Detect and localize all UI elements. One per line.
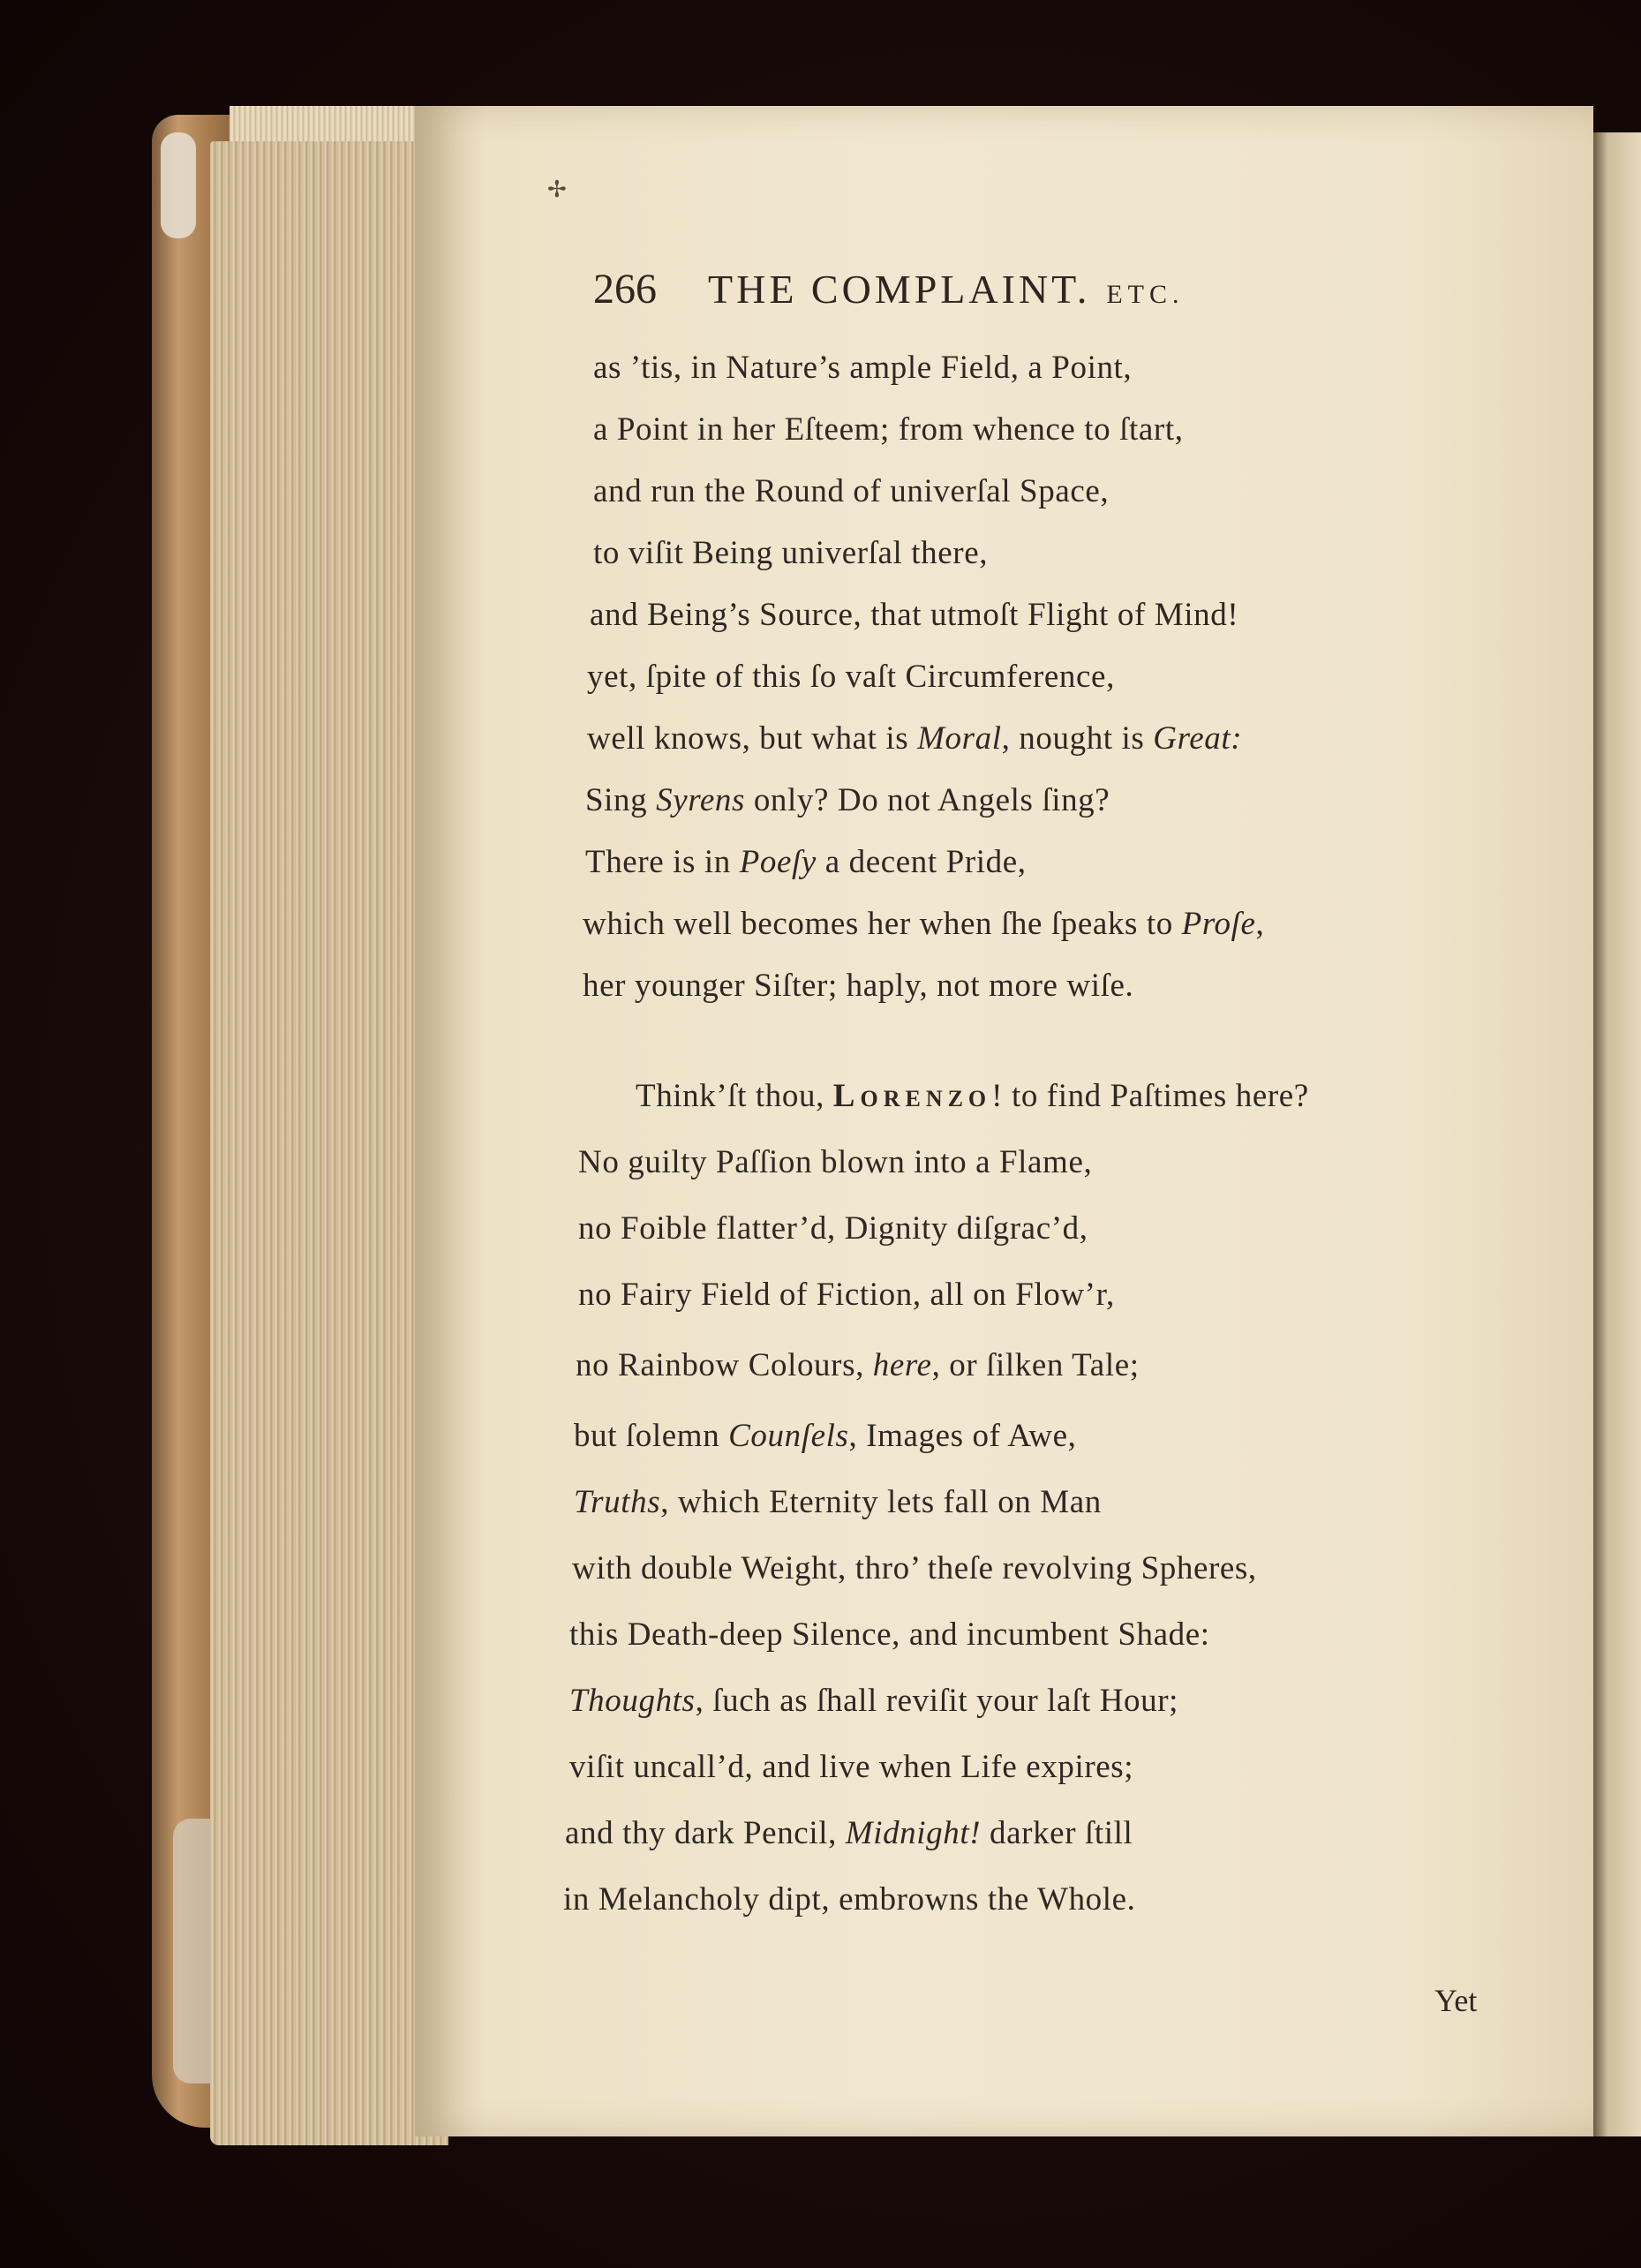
ornament-mark: ✢ <box>547 177 567 202</box>
verse-line <box>583 905 1264 943</box>
text-segment: which well becomes her when ſhe ſpeaks to <box>583 906 1182 942</box>
text-segment: , ſuch as ſhall reviſit your laſt Hour; <box>695 1683 1179 1719</box>
verse-line <box>563 1880 1136 1918</box>
text-segment: a decent Pride, <box>816 844 1027 880</box>
text-segment: , which Eternity lets fall on Man <box>660 1484 1102 1520</box>
verse-line <box>572 1549 1257 1587</box>
italic-text: Proſe <box>1181 906 1256 942</box>
verse-line <box>569 1748 1133 1786</box>
verse-line <box>569 1682 1178 1720</box>
text-segment: viſit uncall’d, and live when Life expires; <box>569 1749 1134 1785</box>
text-segment: her younger Siſter; haply, not more wiſe. <box>583 968 1134 1004</box>
verse-line <box>565 1814 1133 1852</box>
text-segment: darker ſtill <box>981 1815 1133 1851</box>
italic-text: Midnight! <box>845 1815 982 1851</box>
text-segment: yet, ſpite of this ſo vaſt Circumference, <box>587 659 1115 695</box>
text-segment: , <box>1255 906 1265 942</box>
spine-wear <box>161 132 196 238</box>
verse-line <box>578 1276 1115 1314</box>
text-segment: and run the Round of univerſal Space, <box>593 473 1110 509</box>
page-edges <box>210 141 448 2145</box>
text-segment: well knows, but what is <box>587 720 918 757</box>
italic-text: Truths <box>574 1484 661 1520</box>
italic-text: Syrens <box>656 782 745 818</box>
verse-line <box>593 411 1184 448</box>
verse-line <box>574 1417 1076 1455</box>
facing-page-edge <box>1593 132 1641 2136</box>
verse-line <box>585 781 1110 819</box>
text-segment: with double Weight, thro’ theſe revolving Spheres, <box>572 1550 1257 1586</box>
verse-line <box>587 720 1242 757</box>
verse-line <box>593 349 1132 387</box>
text-segment: no Foible flatter’d, Dignity diſgrac’d, <box>578 1210 1088 1247</box>
text-segment: Sing <box>585 782 657 818</box>
text-segment: in Melancholy dipt, embrowns the Whole. <box>563 1881 1136 1918</box>
text-segment: to viſit Being univerſal there, <box>593 535 989 571</box>
text-segment: , or ſilken Tale; <box>931 1347 1140 1383</box>
italic-text: Moral <box>917 720 1002 757</box>
catchword: Yet <box>1434 1983 1478 2018</box>
running-title-etc: ETC. <box>1106 280 1185 309</box>
text-segment: and thy dark Pencil, <box>565 1815 846 1851</box>
small-caps-name: Lorenzo <box>832 1078 992 1114</box>
verse-line <box>576 1346 1140 1384</box>
verse-line <box>636 1077 1309 1115</box>
text-segment: but ſolemn <box>574 1418 729 1454</box>
text-segment: and Being’s Source, that utmoſt Flight of Mind! <box>590 597 1239 633</box>
text-segment: this Death-deep Silence, and incumbent Shade: <box>569 1616 1210 1653</box>
italic-text: Poeſy <box>739 844 817 880</box>
text-segment: no Fairy Field of Fiction, all on Flow’r, <box>578 1277 1115 1313</box>
verse-line <box>587 658 1115 696</box>
text-segment: No guilty Paſſion blown into a Flame, <box>578 1144 1093 1180</box>
verse-line <box>593 534 988 572</box>
text-segment: Think’ſt thou, <box>636 1078 833 1114</box>
running-head <box>593 265 1388 335</box>
verse-line <box>583 967 1133 1005</box>
verse-line <box>585 843 1027 881</box>
italic-text: here <box>872 1347 932 1383</box>
text-segment: ! to find Paſtimes here? <box>991 1078 1309 1114</box>
text-segment: a Point in her Eſteem; from whence to ſtart, <box>593 411 1184 448</box>
verse-line <box>569 1616 1210 1654</box>
italic-text: Thoughts <box>569 1683 696 1719</box>
italic-text: Great: <box>1153 720 1243 757</box>
italic-text: Counſels <box>728 1418 849 1454</box>
verse-line <box>578 1209 1088 1247</box>
verse-line <box>590 596 1238 634</box>
running-title: THE COMPLAINT. <box>708 267 1091 312</box>
text-segment: , Images of Awe, <box>848 1418 1077 1454</box>
text-segment: only? Do not Angels ſing? <box>744 782 1110 818</box>
page-number: 266 <box>593 266 657 313</box>
text-segment: , nought is <box>1001 720 1154 757</box>
verse-line <box>593 472 1109 510</box>
text-segment: There is in <box>585 844 740 880</box>
verse-line <box>578 1143 1092 1181</box>
verse-line <box>574 1483 1102 1521</box>
text-segment: as ’tis, in Nature’s ample Field, a Point, <box>593 350 1133 386</box>
text-segment: no Rainbow Colours, <box>576 1347 873 1383</box>
